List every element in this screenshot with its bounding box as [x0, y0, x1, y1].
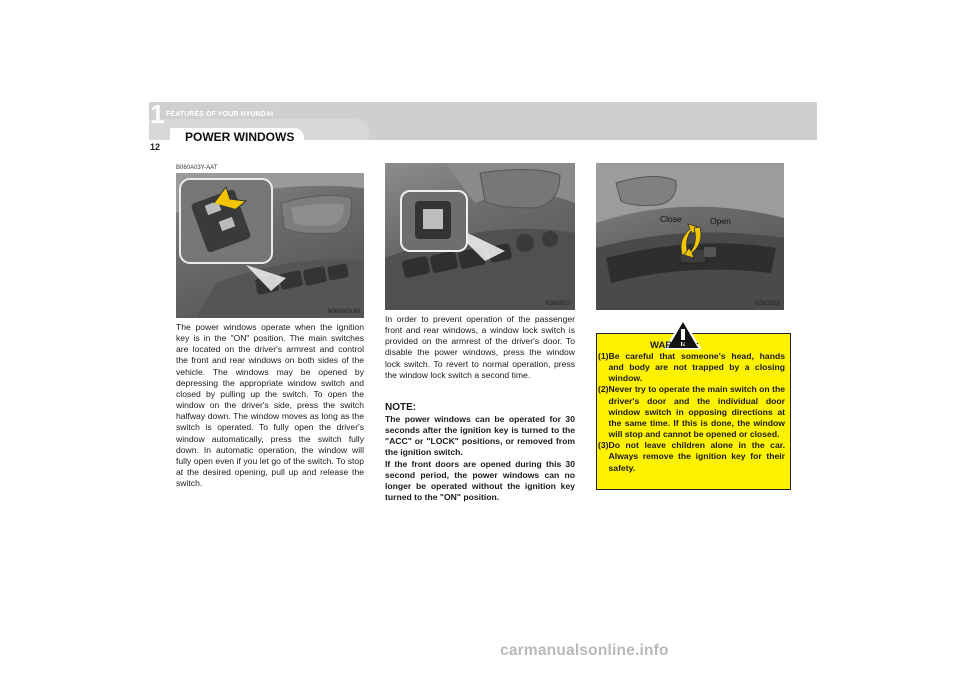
page-number: 12 [150, 142, 161, 152]
figure-main-switches [176, 173, 364, 318]
figure-label: HJM2017 [545, 301, 571, 307]
warning-item: (3) Do not leave children alone in the car. Always remove the ignition key for their safety. [598, 440, 785, 473]
open-label: Open [710, 216, 731, 226]
chapter-number: 1 [150, 99, 165, 129]
section-title: POWER WINDOWS [185, 130, 295, 144]
figure-label: HJM2016 [754, 301, 780, 307]
chapter-title: FEATURES OF YOUR HYUNDAI [166, 111, 274, 118]
figure-window-lock-switch [385, 163, 575, 310]
watermark: carmanualsonline.info [500, 642, 669, 659]
lock-switch-illustration [385, 163, 575, 310]
note-body [385, 414, 575, 503]
note-line-1: The power windows can be operated for 30 seconds after the ignition key is turned to the "ACC" or "LOCK" positions, or removed from the ignition switch. [385, 414, 575, 458]
close-open-arrow-icon [676, 221, 706, 261]
warning-heading: WARNING: [650, 340, 700, 351]
note-line-2: If the front doors are opened during this 30 second period, the power windows can no longer be operated without the ignition key turned to the "ON" position. [385, 458, 575, 503]
figure-passenger-switch [596, 163, 784, 310]
door-illustration [176, 173, 364, 318]
code-reference: B060A03Y-AAT [176, 165, 218, 171]
warning-item: (1) Be careful that someone's head, hands and body are not trapped by a closing window. [598, 351, 785, 384]
close-label: Close [660, 214, 682, 224]
figure-label: B060A03JM [327, 309, 360, 315]
intro-paragraph: The power windows operate when the ignition key is in the "ON" position. The main switches are located on the driver's armrest and control the front and rear windows on both sides of the vehicle. The windows may be opened by depressing the appropriate window switch and closed by pulling up the switch. To open the window on the driver's side, press the switch halfway down. The window moves as long as the switch is operated. To fully open the driver's window automatically, press the switch fully down. In automatic operation, the window will fully open even if you let go of the switch. To stop at the desired opening, pull up and release the switch. [176, 322, 364, 489]
warning-item: (2) Never try to operate the main switch on the driver's door and the individual door window switch in opposing directions at the same time. If this is done, the window will stop and cannot be opened or closed. [598, 384, 785, 440]
note-heading: NOTE: [385, 402, 417, 413]
warning-list [596, 351, 789, 474]
window-lock-paragraph: In order to prevent operation of the passenger front and rear windows, a window lock switch is provided on the armrest of the driver's door. To disable the power windows, press the window lock switch. To revert to normal operation, press the window lock switch a second time. [385, 314, 575, 380]
